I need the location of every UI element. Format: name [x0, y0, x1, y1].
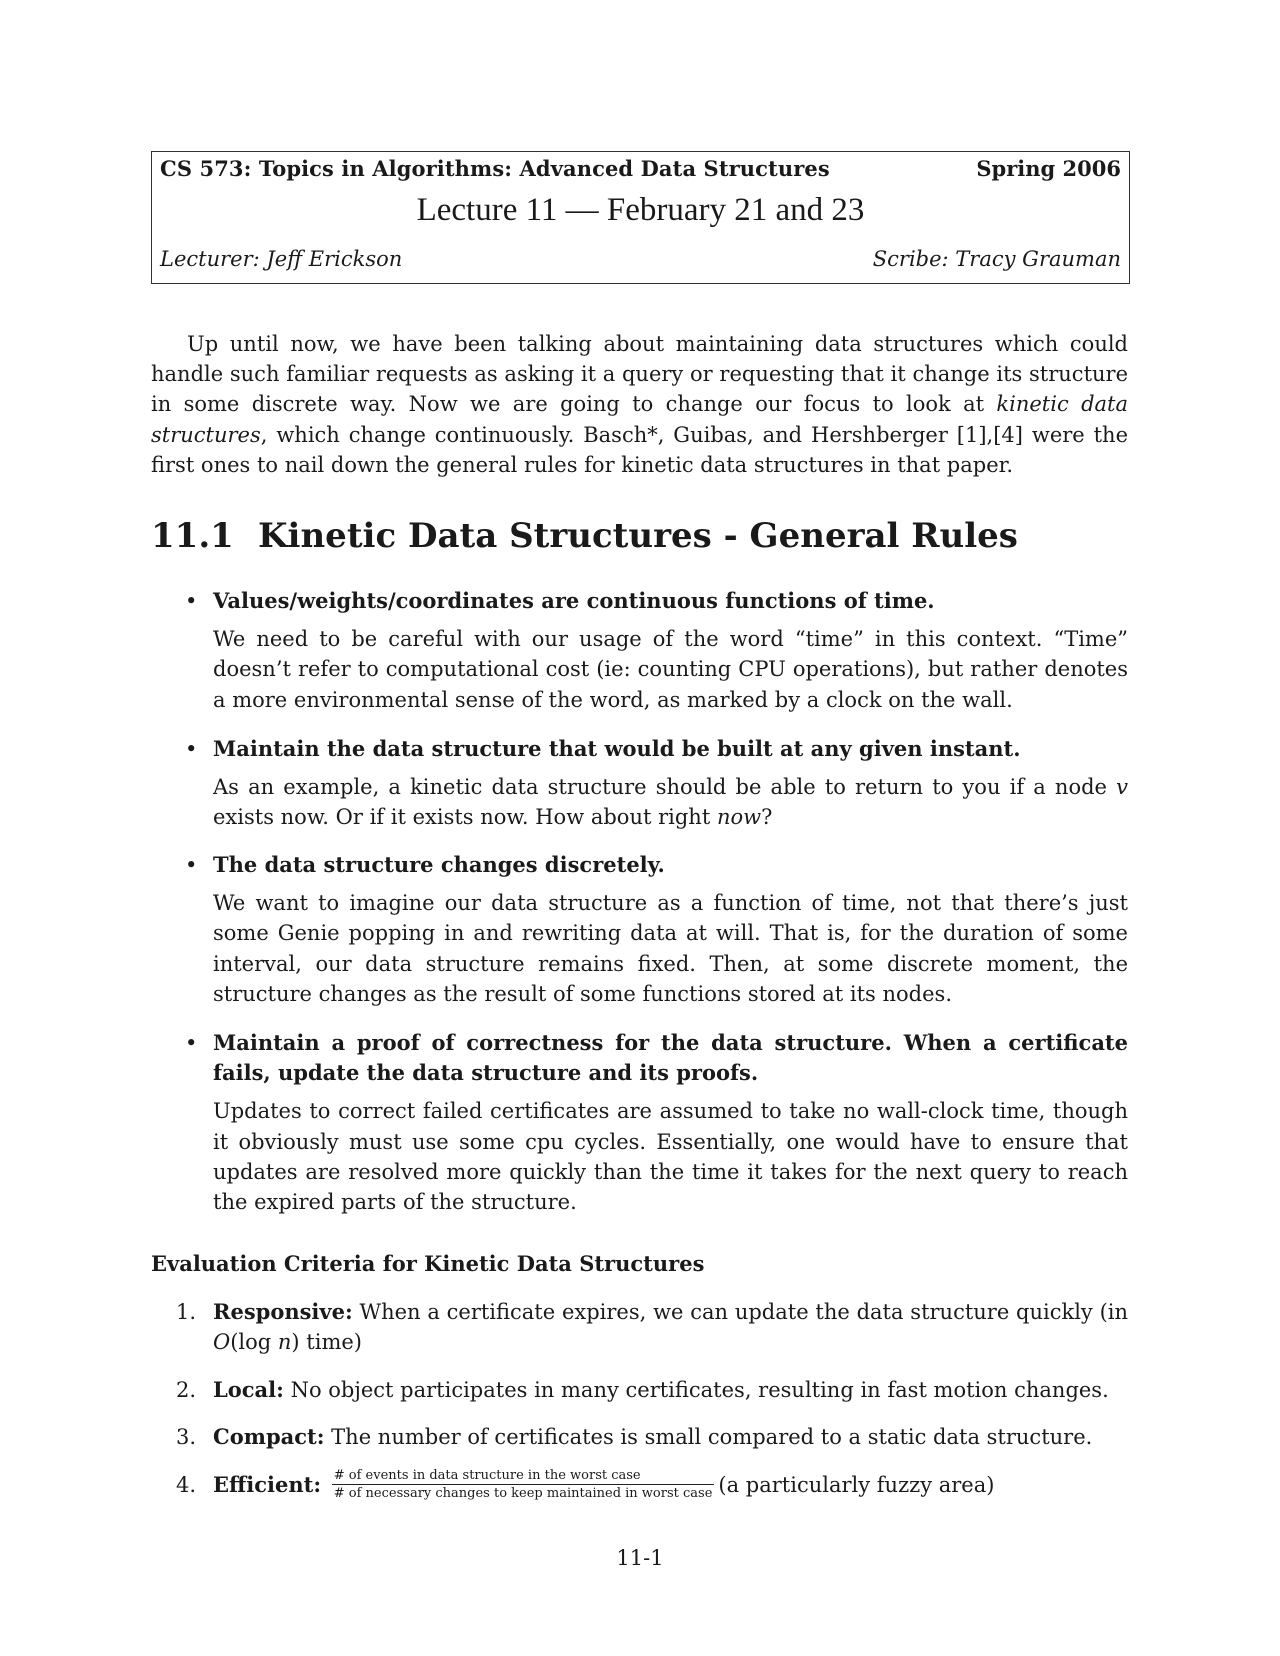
item-label: Local:: [213, 1377, 284, 1402]
evaluation-heading: Evaluation Criteria for Kinetic Data Structures: [151, 1251, 705, 1276]
course-title: CS 573: Topics in Algorithms: Advanced Data Structures: [160, 156, 830, 181]
intro-text-2: , which change continuously. Basch*, Guibas, and Hershberger [1],[4] were the first ones to nail down the general rules for kinetic data structures in that paper.: [151, 422, 1128, 477]
item-number: 2.: [176, 1378, 197, 1402]
item-body: (a particularly fuzzy area): [718, 1473, 995, 1497]
fraction-denominator: # of necessary changes to keep maintained in worst case: [333, 1486, 713, 1501]
section-number: 11.1: [151, 516, 234, 556]
item-body: No object participates in many certificates, resulting in fast motion changes.: [283, 1378, 1109, 1402]
item-number: 4.: [176, 1473, 197, 1497]
intro-paragraph: [151, 329, 1128, 480]
lecture-title: Lecture 11 — February 21 and 23: [416, 192, 865, 228]
bullet-item: [151, 850, 1128, 1009]
item-label: Efficient:: [213, 1472, 322, 1497]
math-variable: v: [1116, 775, 1128, 800]
bullet-heading: Maintain the data structure that would be built at any given instant.: [213, 736, 1021, 761]
bullet-item: [151, 734, 1128, 833]
bullet-icon: •: [185, 589, 198, 613]
fraction-numerator: # of events in data structure in the worst case: [332, 1468, 715, 1485]
term: Spring 2006: [976, 156, 1121, 181]
math-variable: n: [277, 1330, 292, 1355]
item-number: 3.: [176, 1425, 197, 1449]
bullet-body-text: As an example, a kinetic data structure should be able to return to you if a node: [213, 775, 1117, 800]
criteria-item: [151, 1297, 1128, 1357]
item-text: [213, 1375, 1128, 1405]
bullet-item: [151, 586, 1128, 715]
intro-emphasis: kinetic data structures: [151, 392, 1128, 447]
item-body: ) time): [291, 1330, 362, 1355]
item-text: [213, 1422, 1128, 1452]
bullet-heading: Maintain a proof of correctness for the data structure. When a certificate fails, update the data structure and its proofs.: [213, 1030, 1128, 1086]
bullet-body-emphasis: now: [716, 805, 762, 830]
bullet-body-text: exists now. Or if it exists now. How about right: [213, 805, 717, 830]
lecture-header-box: [151, 151, 1130, 284]
bullet-icon: •: [185, 737, 198, 761]
section-title: Kinetic Data Structures - General Rules: [258, 516, 1018, 556]
bullet-icon: •: [185, 1031, 198, 1055]
item-number: 1.: [176, 1300, 197, 1324]
section-heading: [151, 516, 1018, 556]
intro-text-1: Up until now, we have been talking about maintaining data structures which could handle such familiar requests as asking it a query or requesting that it change its structure in some discrete way. Now we are going to change our focus to look at: [151, 332, 1128, 417]
item-body: When a certificate expires, we can update the data structure quickly (in: [352, 1300, 1128, 1324]
bullet-item: [151, 1028, 1128, 1217]
item-text: [213, 1470, 1128, 1503]
criteria-item: [151, 1470, 1128, 1503]
bullet-body: Updates to correct failed certificates are assumed to take no wall-clock time, though it obviously must use some cpu cycles. Essentially, one would have to ensure that updates are resolved more quickly than the time it takes for the next query to reach the expired parts of the structure.: [213, 1099, 1128, 1215]
item-label: Responsive:: [213, 1299, 353, 1324]
item-body: The number of certificates is small compared to a static data structure.: [324, 1425, 1093, 1449]
bullet-body: We want to imagine our data structure as a function of time, not that there’s just some Genie popping in and rewriting data at will. That is, for the duration of some interval, our data structure remains fixed. Then, at some discrete moment, the structure changes as the result of some functions stored at its nodes.: [213, 891, 1128, 1006]
criteria-item: [151, 1375, 1128, 1405]
bullet-heading: Values/weights/coordinates are continuous functions of time.: [213, 588, 935, 613]
bullet-heading: The data structure changes discretely.: [213, 852, 665, 877]
bullet-icon: •: [185, 853, 198, 877]
item-label: Compact:: [213, 1424, 325, 1449]
bullet-body: [213, 772, 1128, 832]
criteria-item: [151, 1422, 1128, 1452]
item-body: (log: [230, 1330, 278, 1355]
math-symbol: O: [213, 1330, 231, 1355]
efficiency-fraction: [332, 1468, 715, 1501]
page-number: 11-1: [616, 1546, 664, 1570]
item-text: [213, 1297, 1128, 1357]
lecturer: Lecturer: Jeff Erickson: [160, 247, 403, 271]
bullet-body: We need to be careful with our usage of the word “time” in this context. “Time” doesn’t refer to computational cost (ie: counting CPU operations), but rather denotes a more environmental sense of the word, as marked by a clock on the wall.: [213, 627, 1128, 712]
scribe: Scribe: Tracy Grauman: [872, 247, 1121, 271]
bullet-body-text: ?: [761, 805, 773, 830]
